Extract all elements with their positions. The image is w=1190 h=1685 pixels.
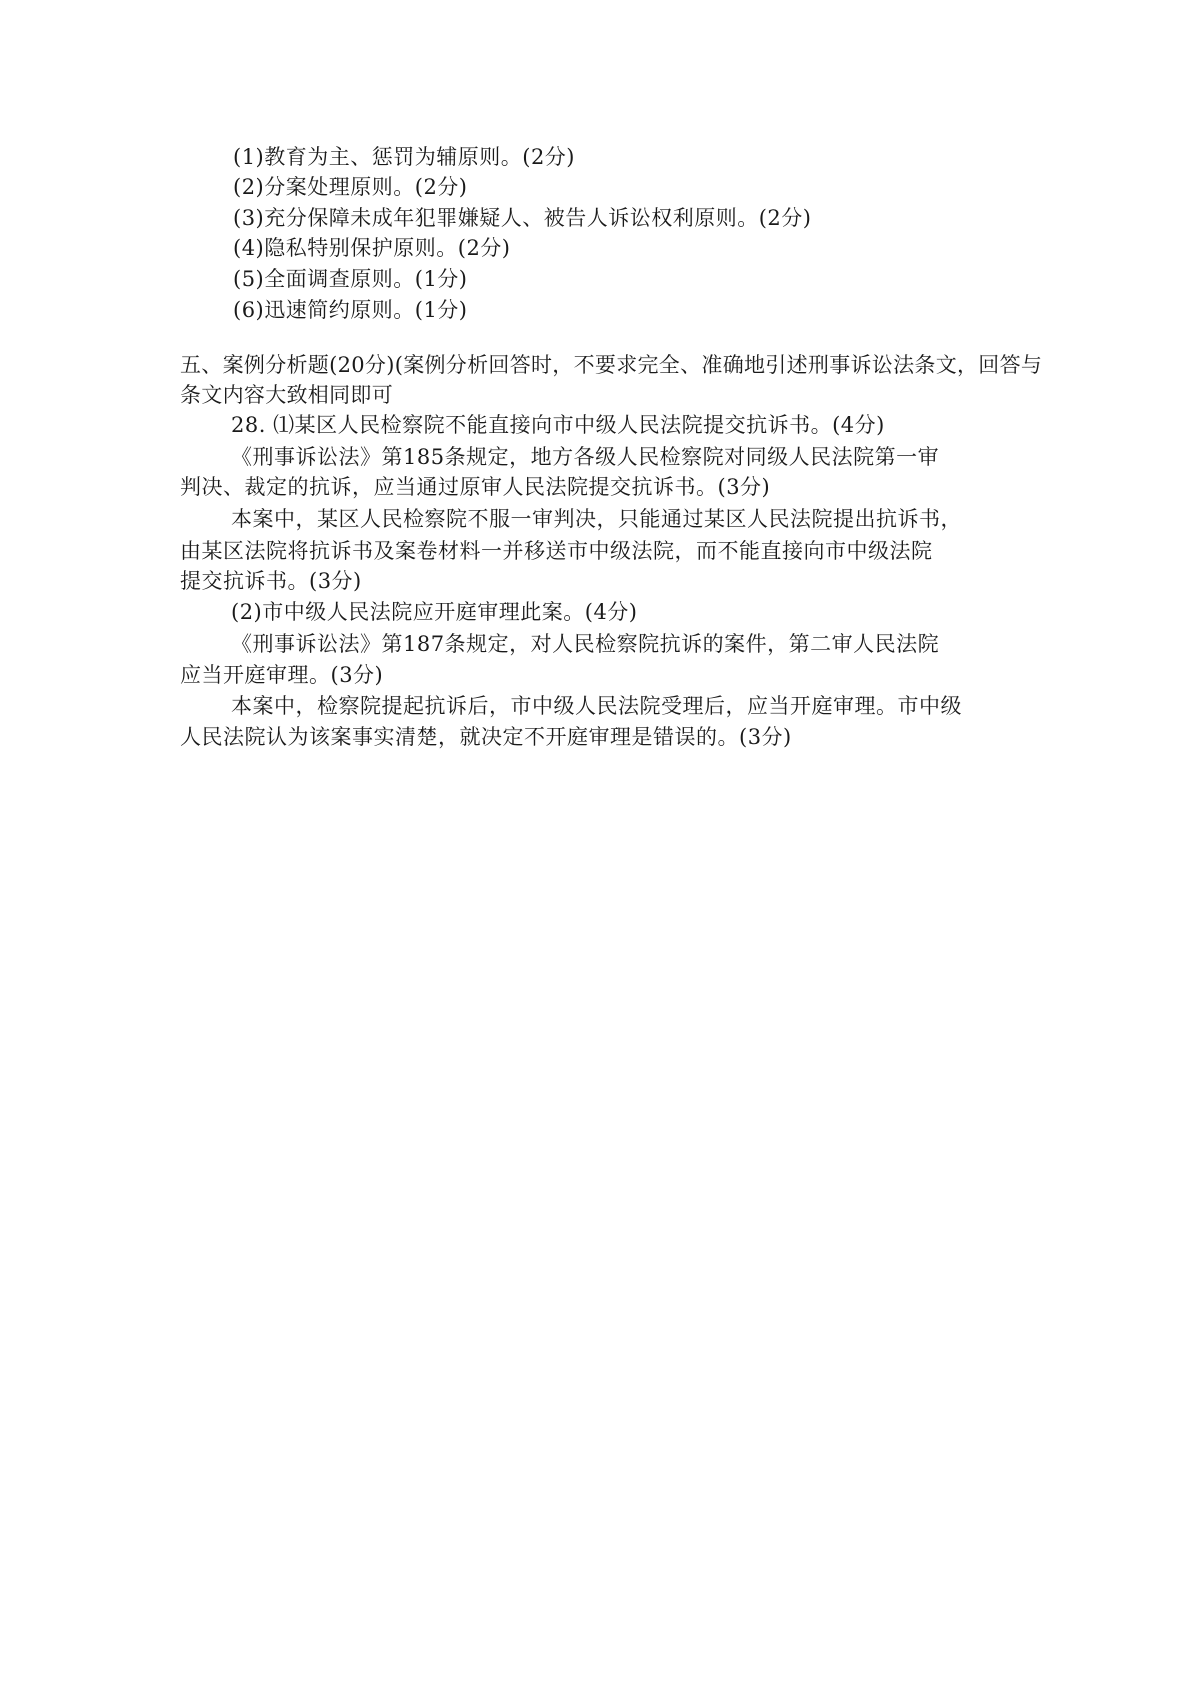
principle-item: (4)隐私特别保护原则。(2分) [233, 236, 511, 260]
case-analysis-1: 提交抗诉书。(3分) [180, 569, 362, 593]
case-analysis-1: 本案中，某区人民检察院不服一审判决，只能通过某区人民法院提出抗诉书， [231, 507, 962, 531]
principle-item: (2)分案处理原则。(2分) [233, 175, 468, 199]
section-heading-line: 条文内容大致相同即可 [180, 383, 393, 407]
case-analysis-2: 本案中，检察院提起抗诉后，市中级人民法院受理后，应当开庭审理。市中级 [231, 694, 962, 718]
principle-item: (5)全面调查原则。(1分) [233, 267, 468, 291]
law-citation-1: 《刑事诉讼法》第185条规定，地方各级人民检察院对同级人民法院第一审 [231, 445, 940, 469]
case-analysis-2: 人民法院认为该案事实清楚，就决定不开庭审理是错误的。(3分) [180, 725, 792, 749]
answer-2-conclusion: (2)市中级人民法院应开庭审理此案。(4分) [231, 600, 638, 624]
principle-item: (3)充分保障未成年犯罪嫌疑人、被告人诉讼权利原则。(2分) [233, 206, 812, 230]
law-citation-1: 判决、裁定的抗诉，应当通过原审人民法院提交抗诉书。(3分) [180, 475, 771, 499]
answer-1-conclusion: 28. ⑴某区人民检察院不能直接向市中级人民法院提交抗诉书。(4分) [231, 413, 885, 437]
law-citation-2: 应当开庭审理。(3分) [180, 663, 384, 687]
law-citation-2: 《刑事诉讼法》第187条规定，对人民检察院抗诉的案件，第二审人民法院 [231, 632, 940, 656]
case-analysis-1: 由某区法院将抗诉书及案卷材料一并移送市中级法院，而不能直接向市中级法院 [180, 539, 933, 563]
principle-item: (1)教育为主、惩罚为辅原则。(2分) [233, 145, 575, 169]
principle-item: (6)迅速简约原则。(1分) [233, 298, 468, 322]
section-heading-line: 五、案例分析题(20分)(案例分析回答时，不要求完全、准确地引述刑事诉讼法条文，回答与 [180, 353, 1043, 377]
